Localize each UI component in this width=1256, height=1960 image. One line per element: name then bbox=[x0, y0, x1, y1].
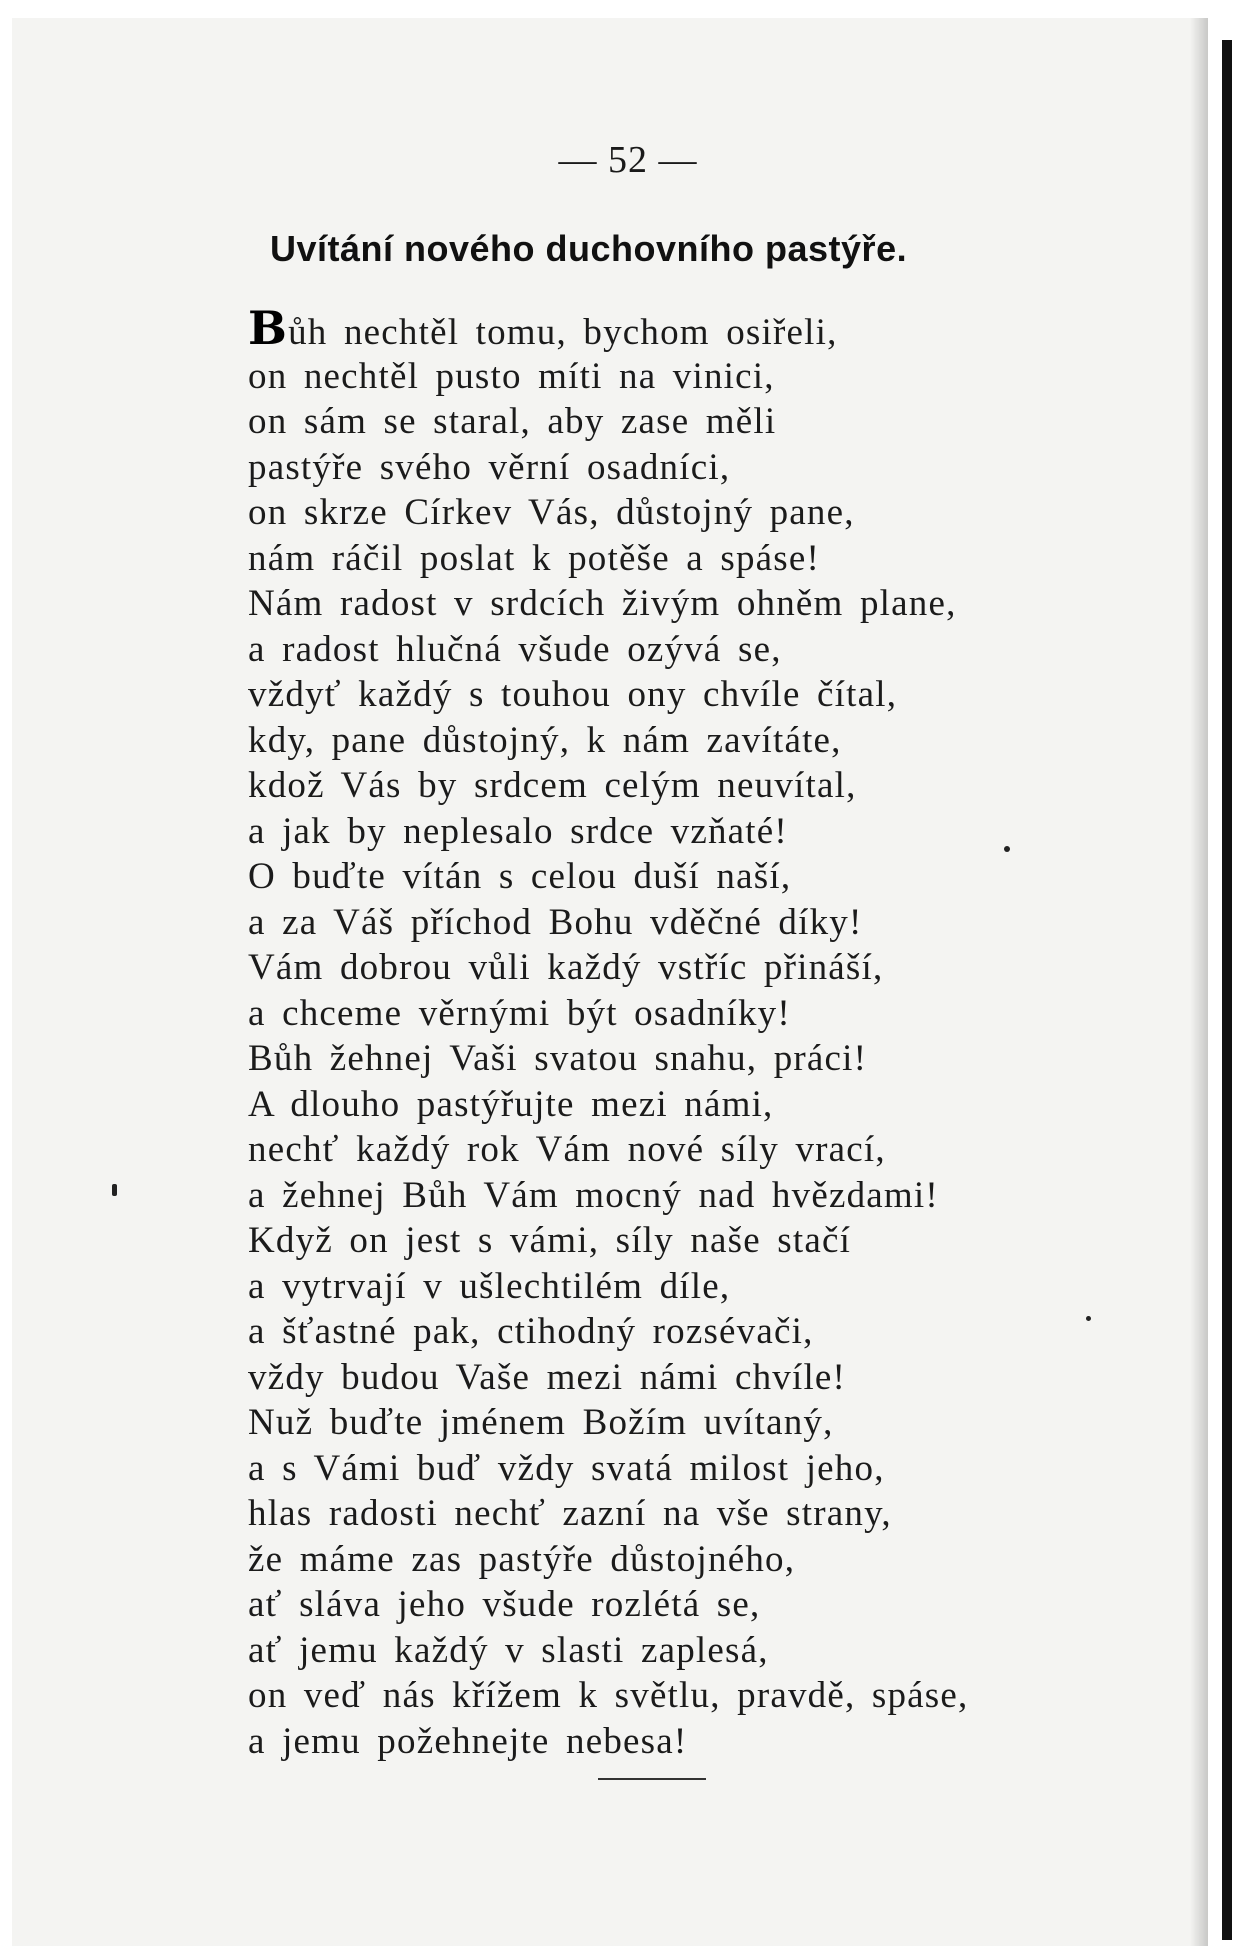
ink-speck bbox=[112, 1184, 117, 1196]
poem-line: on nechtěl pusto míti na vinici, bbox=[248, 355, 775, 397]
poem-line: a za Váš příchod Bohu vděčné díky! bbox=[248, 901, 863, 943]
poem-line: kdy, pane důstojný, k nám zavítáte, bbox=[248, 719, 842, 761]
poem-line: on veď nás křížem k světlu, pravdě, spáse, bbox=[248, 1675, 969, 1716]
poem-line: kdož Vás by srdcem celým neuvítal, bbox=[248, 765, 857, 806]
poem-line: Vám dobrou vůli každý vstříc přináší, bbox=[248, 947, 884, 988]
poem-line: vždyť každý s touhou ony chvíle čítal, bbox=[248, 674, 898, 715]
poem-line: O buďte vítán s celou duší naší, bbox=[248, 856, 792, 897]
poem-line: a jak by neplesalo srdce vzňaté! bbox=[248, 810, 788, 852]
decorative-initial: B bbox=[248, 301, 289, 355]
poem-line: Bůh žehnej Vaši svatou snahu, práci! bbox=[248, 1038, 868, 1079]
poem-line: a šťastné pak, ctihodný rozsévači, bbox=[248, 1311, 814, 1352]
poem-line: on sám se staral, aby zase měli bbox=[248, 401, 777, 442]
poem-line: vždy budou Vaše mezi námi chvíle! bbox=[248, 1356, 847, 1398]
closing-rule bbox=[598, 1778, 706, 1780]
poem-line: a jemu požehnejte nebesa! bbox=[248, 1720, 688, 1762]
poem-line: nechť každý rok Vám nové síly vrací, bbox=[248, 1129, 886, 1170]
poem-line: a chceme věrnými být osadníky! bbox=[248, 992, 791, 1034]
poem-line: Nám radost v srdcích živým ohněm plane, bbox=[248, 583, 957, 624]
poem-line: pastýře svého věrní osadníci, bbox=[248, 446, 731, 488]
poem-line: Nuž buďte jménem Božím uvítaný, bbox=[248, 1402, 834, 1443]
poem-line: a vytrvají v ušlechtilém díle, bbox=[248, 1265, 731, 1307]
poem-line: hlas radosti nechť zazní na vše strany, bbox=[248, 1493, 892, 1534]
poem-line: že máme zas pastýře důstojného, bbox=[248, 1538, 796, 1580]
ink-speck bbox=[1086, 1316, 1091, 1321]
spine-shadow bbox=[1190, 18, 1208, 1946]
ink-speck bbox=[1004, 846, 1010, 852]
poem-line: Když on jest s vámi, síly naše stačí bbox=[248, 1220, 852, 1261]
poem-line: ať jemu každý v slasti zaplesá, bbox=[248, 1629, 769, 1671]
poem-line: a žehnej Bůh Vám mocný nad hvězdami! bbox=[248, 1174, 939, 1216]
poem-line: ať sláva jeho všude rozlétá se, bbox=[248, 1584, 761, 1625]
page-number: — 52 — bbox=[558, 139, 698, 181]
poem-first-line-rest: ůh nechtěl tomu, bychom osiřeli, bbox=[288, 312, 838, 353]
poem-line: nám ráčil poslat k potěše a spáse! bbox=[248, 537, 821, 579]
poem-line: a s Vámi buď vždy svatá milost jeho, bbox=[248, 1447, 885, 1489]
poem-line: a radost hlučná všude ozývá se, bbox=[248, 628, 782, 670]
poem-line: on skrze Církev Vás, důstojný pane, bbox=[248, 492, 855, 533]
poem-body bbox=[248, 301, 1108, 1764]
poem-line-first bbox=[248, 301, 1108, 355]
poem-line: A dlouho pastýřujte mezi námi, bbox=[248, 1083, 774, 1125]
poem-title: Uvítání nového duchovního pastýře. bbox=[270, 228, 908, 269]
page-edge-rule bbox=[1222, 40, 1232, 1940]
